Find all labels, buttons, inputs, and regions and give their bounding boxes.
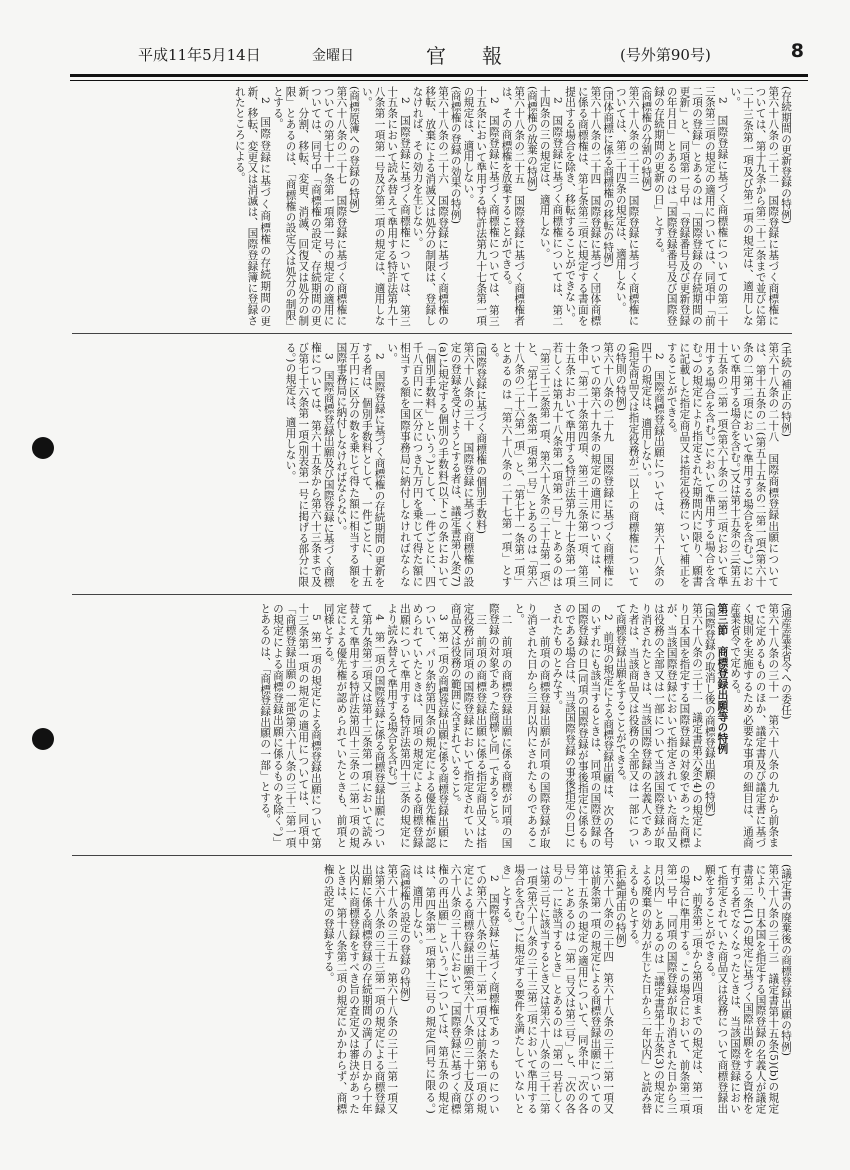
paragraph: 2 前条第二項から第四項までの規定は、第一項の場合に準用する。この場合において、前条第二項第一号中「同項の国際登録が取り消された日から三月以内」とあるのは「議定書第十五条(3)の規定による廃棄の効力が生じた日から二年以内」と読み替えるものとする。 [627,864,704,1114]
paragraph: 3 国際商標登録出願及び国際登録に基づく商標権については、第六十五条から第六十三条まで及び第七十六条第一項(別表第一号に掲げる部分に限る。)の規定は、適用しない。 [284,342,335,587]
paragraph: 2 国際登録に基づく商標権については、第三十五条において読み替えて準用する特許法第九十八条第一項第一号及び第二項の規定は、適用しない。 [360,86,411,326]
punch-hole [32,437,54,459]
tier-4-body [72,864,792,1114]
section-heading: 第三節 商標登録出願等の特例 [716,603,729,755]
paragraph: 第六十八条の三十三 議定書第十五条(5)(b)の規定により、日本国を指定する国際登録の名義人が議定書第二条(1)の規定に基づく国際出願をする資格を有する者でなくなったときは、当該国際登録において指定されていた商品又は役務について商標登録出願をすることができる。 [703,864,780,1114]
paragraph: 2 国際商標登録出願については、第六十八条の四十の規定は、適用しない。 [640,342,665,587]
tier-divider [72,855,792,856]
paragraph: 第六十八条の二十八 国際商標登録出願については、第十五条の二(第五十五条の二第一項(第六十条の二第二項において準用する場合を含む。)において準用する場合を含む。)又は第十五条の三(第五十五条の二第一項(第六十条の二第二項において準用する場合を含む。)において準用する場合を含む。)の規定により指定された期間内に限り、願書に記載した指定商品又は指定役務について補正をすることができる。 [665,342,780,587]
paragraph: (存続期間の更新登録の特例) [780,86,792,225]
paragraph: 2 国際登録に基づく商標権については、第三十五条において準用する特許法第九十七条第一項の規定は、適用しない。 [462,86,500,326]
paragraph: 第六十八条の二十九 国際登録に基づく商標権についての第六十九条の規定の適用については、同条中「第二十条第四項、第三十三条第一項、第三十五条において準用する特許法第九十七条第一項若しくは第九十八条第一項第一号」とあるのは「第三十三条第一項、第六十八条の二十五第一項」と、「第七十一条第一項第一号」とあるのは「第六十八条の二十六第一項」と、「第七十一条第一項」とあるのは「第六十八条の二十七第一項」とする。 [487,342,615,587]
paragraph: 二 前項の商標登録出願に係る商標が同項の国際登録の対象であった商標と同一であること。 [487,603,513,848]
tier-divider [72,594,792,595]
header-page-number: 8 [790,40,804,62]
tier-3-body [72,603,792,848]
paragraph: 三 前項の商標登録出願に係る指定商品又は指定役務が同項の国際登録において指定されていた商品又は役務の範囲に含まれていること。 [449,603,488,848]
paragraph: (手続の補正の特例) [780,342,792,438]
paragraph: (商標権の放棄の特例) [525,86,538,192]
paragraph: (商標原簿への登録の特例) [348,86,361,214]
header-rule [70,74,808,77]
tier-divider [72,333,792,334]
paragraph: 第六十八条の三十四 第六十八条の三十二第一項又は前条第一項の規定による商標登録出願についての第十五条の規定の適用について、同条中「次の各号」とあるのは「第一号又は第三号」と、「次の各号の一に該当するとき」とあるのは「第一号若しくは第三号に該当するとき又は第六十八条の三十二第一項(第六十八条の三十三第二項において準用する場合を含む。)に規定する要件を満たしていないとき」とする。 [500,864,615,1114]
tier-1-body [72,86,792,326]
paragraph: 第六十八条の二十六 国際登録に基づく商標権の移転、放棄による消滅又は処分の制限は、登録しなければ、その効力を生じない。 [411,86,450,326]
paragraph: 3 第一項の商標登録出願に係る商標登録出願について、パリ条約第四条の規定による優先権が認められていたときは、同項の規定による商標登録出願について準用する特許法第四十三条の規定により読み替えて準用する場合を含む。) [386,603,450,848]
text-tier-2 [72,342,792,587]
paragraph: 第六十八条の二十五 国際登録に基づく商標権者は、その商標権を放棄することができる。 [500,86,526,326]
paragraph: (団体商標に係る商標権の移転の特例) [602,86,615,268]
paragraph: 2 国際登録に基づく商標権であったものについての第六十八条の三十二第一項又は前条第一項の規定による商標登録出願(第六十八条の三十七及び第六十八条の三十八において「国際登録に基づく商標権の再出願」という。)については、第五条の規定は、第四条第一項第十三号の規定(同号に限る。)は、適用しない。 [411,864,500,1114]
paragraph: 2 国際登録に基づく商標権については、第二十四条の三の規定は、適用しない。 [538,86,564,326]
paragraph: 第六十八条の三十五 第六十八条の三十二第一項又は第六十八条の三十三第一項の規定による商標登録出願に係る商標登録の存続期間の満了の日から十年以内に商標登録をすべき旨の査定又は審決があったときは、第十八条第二項の規定にかかわらず、商標権の設定の登録をする。 [322,864,399,1114]
paragraph: 第六十八条の三十二 議定書第六条(4)の規定により日本国を指定する国際登録の対象であった商標が、当該国際登録において指定されていた商品又は役務の全部又は一部について当該国際登録が取り消されたときは、当該国際登録の名義人であった者は、当該商品又は役務の全部又は一部について商標登録出願をすることができる。 [614,603,704,848]
text-tier-1 [72,86,792,326]
header-title: 官報 [426,44,538,68]
paragraph: 第六十八条の二十三 国際登録に基づく商標権については、第二十四条の規定は、適用しない。 [614,86,640,326]
paragraph: (国際登録に基づく商標権の個別手数料) [475,342,488,535]
paragraph: (議定書の廃棄後の商標登録出願の特例) [780,864,792,1057]
paragraph: 第六十八条の二十七 国際登録に基づく商標権についての第七十一条第一項第一号の規定の適用については、同号中「商標権の設定、存続期間の更新、分割、移転、変更、消滅、回復又は処分の制限」とあるのは、「商標権の設定又は処分の制限」とする。 [271,86,348,326]
paragraph: 2 国際登録に基づく商標権の存続期間の更新をする者は、個別手数料として、一件ごとに、十五万千円に区分の数を乗じて得た額に相当する額を国際事務局に納付しなければならない。 [335,342,386,587]
paragraph: 一 前項の商標登録出願が同項の国際登録が取り消された日から三月以内にされたものであること。 [513,603,551,848]
text-tier-3 [72,603,792,848]
paragraph: 2 国際登録に基づく商標権についての第二十三条第三項の規定の適用については、同項中「前二項の登録」とあるのは「国際登録の存続期間の更新」と、同項第一号中「登録番号及び更新登録の年月日」とあるのは「国際登録番号及び国際登録の存続期間の更新の日」とする。 [652,86,729,326]
paragraph: 第六十八条の三十 国際登録に基づく商標権の設定の登録を受けようとする者は、議定書第八条(7)(a)に規定する個別の手数料(以下この条において「個別手数料」という。)として、一件ごとに、四千八百円に一区分につき九万円を乗じて得た額に相当する額を国際事務局に納付しなければならない。 [386,342,475,587]
paragraph: 5 第一項の規定による商標登録出願について第十三条第一項の規定の適用については、同項中「商標登録出願の一部(第六十八条の三十二第一項の規定による商標登録出願に係るものを除く。)」とあるのは、「商標登録出願の一部」とする。 [259,603,322,848]
paragraph: 2 国際登録に基づく商標権の存続期間の更新、移転、変更又は消滅は、国際登録簿に登録されたところによる。 [233,86,272,326]
tier-2-body [72,342,792,587]
text-tier-4 [72,864,792,1114]
header-date: 平成11年5月14日 [138,46,261,64]
paragraph: (拒絶理由の特例) [614,864,627,949]
paragraph: (国際登録の取消し後の商標登録出願の特例) [703,603,716,817]
paragraph: 2 前項の規定による商標登録出願は、次の各号のいずれにも該当するときは、同項の国際登録の国際登録の日(同項の国際登録が事後指定に係るものである場合は、当該国際登録の事後指定の日)にされたものとみなす。 [551,603,615,848]
page-header [68,38,810,72]
paragraph: 第六十八条の三十一 第六十八条の九から前条までに定めるもののほか、議定書及び議定書に基づく規則を実施するため必要な事項の細目は、通商産業省令で定める。 [729,603,780,848]
paragraph: 4 第一項の国際登録に係る商標登録出願について第九条第二項又は第十三条第一項において読み替えて準用する特許法第四十三条の二第一項の規定による優先権が認められていたときも、前項と同様とする。 [322,603,386,848]
header-rule-thin [70,80,808,81]
paragraph: (商標権の分割の特例) [640,86,653,192]
paragraph: (商標権の設定の登録の特例) [398,864,411,1003]
punch-hole [32,728,54,750]
header-weekday: 金曜日 [312,48,354,64]
paragraph: (通産産業省令への委任) [780,603,792,720]
paragraph: 第六十八条の二十二 国際登録に基づく商標権については、第十九条から第二十二条まで並びに第二十三条第一項及び第二項の規定は、適用しない。 [729,86,780,326]
paragraph: (商標権の登録の効果の特例) [449,86,462,225]
paragraph: (指定商品又は指定役務が二以上の商標権についての特則の特例) [614,342,640,587]
header-issue-number: (号外第90号) [620,46,711,64]
paragraph: 第六十八条の二十四 国際登録に基づく団体商標に係る商標権は、第七条第三項に規定する書面を提出する場合を除き、移転することができない。 [564,86,602,326]
